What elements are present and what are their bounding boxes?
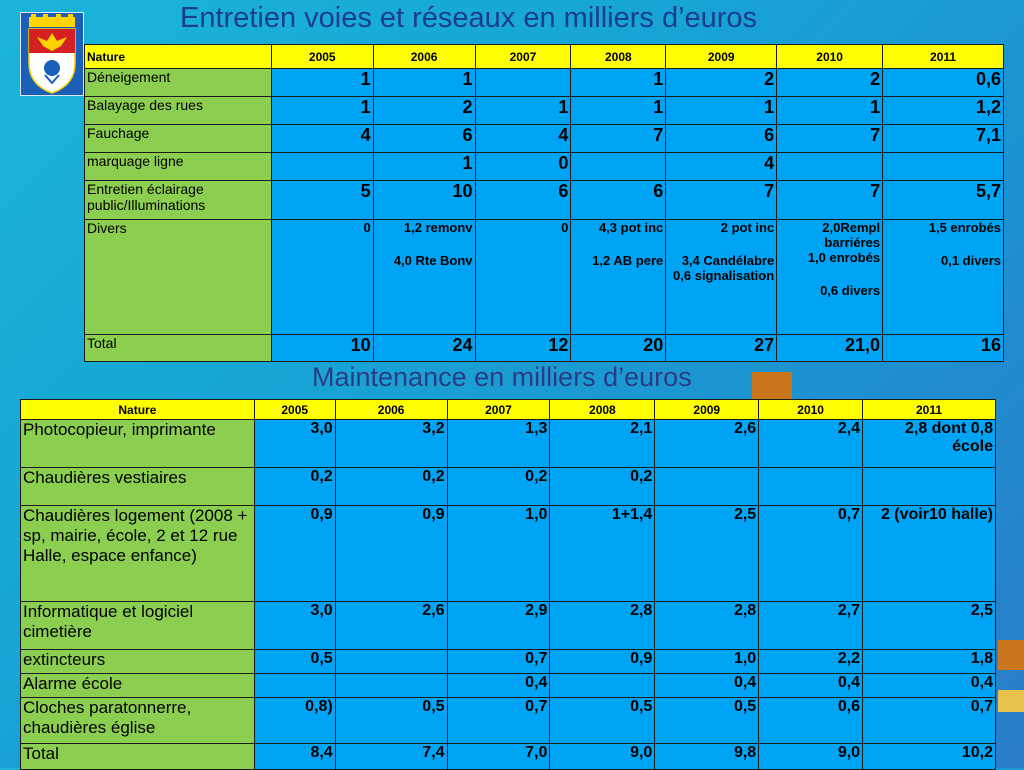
table-cell: 2,6 — [335, 602, 447, 650]
header-nature: Nature — [85, 45, 272, 69]
table-cell: 2,6 — [655, 420, 759, 468]
table-cell: 1 — [666, 97, 777, 125]
table-cell: 1 — [571, 97, 666, 125]
table-cell: 7 — [777, 181, 883, 220]
table-cell: 5 — [271, 181, 373, 220]
table-cell: 2,4 — [759, 420, 863, 468]
table-cell — [571, 220, 666, 335]
table-cell: 0,7 — [447, 698, 550, 744]
cell-line: 3,4 Candélabre — [681, 253, 775, 268]
table-cell: 0,6 — [759, 698, 863, 744]
table-row — [85, 181, 1004, 220]
cell-line: 4,0 Rte Bonv — [393, 253, 473, 268]
table-cell: 4 — [271, 125, 373, 153]
table-cell — [883, 220, 1004, 335]
table-cell: 0,9 — [550, 650, 655, 674]
table-cell — [883, 153, 1004, 181]
table-row — [85, 69, 1004, 97]
table-cell: 1 — [271, 97, 373, 125]
table-cell: 2,9 — [447, 602, 550, 650]
table-cell — [759, 468, 863, 506]
table-cell: 3,2 — [335, 420, 447, 468]
table-cell: 21,0 — [777, 335, 883, 362]
row-label: Chaudières vestiaires — [21, 468, 255, 506]
table-cell: 0,4 — [863, 674, 996, 698]
table-cell: 7 — [571, 125, 666, 153]
row-label: Entretien éclairage public/Illuminations — [85, 181, 272, 220]
header-2006: 2006 — [335, 400, 447, 420]
table-row-total — [21, 744, 996, 770]
table-cell: 6 — [571, 181, 666, 220]
header-2008: 2008 — [550, 400, 655, 420]
header-2010: 2010 — [777, 45, 883, 69]
table-cell: 0,4 — [655, 674, 759, 698]
table-cell: 0,2 — [447, 468, 550, 506]
table-cell — [254, 674, 335, 698]
table-cell: 2,5 — [655, 506, 759, 602]
table-cell — [335, 674, 447, 698]
table-cell — [777, 153, 883, 181]
table-cell: 9,0 — [550, 744, 655, 770]
table-cell: 6 — [475, 181, 571, 220]
table-row — [21, 468, 996, 506]
header-2011: 2011 — [863, 400, 996, 420]
table-cell: 6 — [373, 125, 475, 153]
table-cell — [863, 468, 996, 506]
table-cell — [271, 153, 373, 181]
table-cell: 2 — [777, 69, 883, 97]
table-cell: 2 — [373, 97, 475, 125]
row-label: Informatique et logiciel cimetière — [21, 602, 255, 650]
table-cell: 20 — [571, 335, 666, 362]
table-cell: 27 — [666, 335, 777, 362]
cell-line: 2 pot inc — [720, 220, 775, 235]
table-cell: 0,9 — [335, 506, 447, 602]
table-cell: 0 — [475, 153, 571, 181]
header-2008: 2008 — [571, 45, 666, 69]
row-label: Total — [21, 744, 255, 770]
coat-of-arms-icon — [20, 12, 84, 96]
table-cell: 1,8 — [863, 650, 996, 674]
table-cell: 10 — [271, 335, 373, 362]
table-row — [21, 674, 996, 698]
table-header-row — [21, 400, 996, 420]
header-2009: 2009 — [655, 400, 759, 420]
table-cell: 0,7 — [863, 698, 996, 744]
table-cell: 0,5 — [550, 698, 655, 744]
table-cell: 0,7 — [759, 506, 863, 602]
table-cell — [475, 220, 571, 335]
table-cell — [571, 153, 666, 181]
table-cell: 0,4 — [447, 674, 550, 698]
table-cell: 2,8 — [655, 602, 759, 650]
row-label: Alarme école — [21, 674, 255, 698]
cell-line: 1,5 enrobés — [928, 220, 1001, 235]
table-row-total — [85, 335, 1004, 362]
table-row — [21, 698, 996, 744]
table-cell — [335, 650, 447, 674]
table-cell: 0,9 — [254, 506, 335, 602]
table-cell — [655, 468, 759, 506]
table-cell: 0,7 — [447, 650, 550, 674]
table-cell: 7,4 — [335, 744, 447, 770]
table-cell: 4 — [475, 125, 571, 153]
table-cell — [777, 220, 883, 335]
table-header-row — [85, 45, 1004, 69]
table-cell: 10,2 — [863, 744, 996, 770]
table-cell: 3,0 — [254, 420, 335, 468]
row-label: Balayage des rues — [85, 97, 272, 125]
table-cell: 1,3 — [447, 420, 550, 468]
table-cell: 0,4 — [759, 674, 863, 698]
table-cell: 0,2 — [550, 468, 655, 506]
row-label: Divers — [85, 220, 272, 335]
row-label: Chaudières logement (2008 + sp, mairie, école, 2 et 12 rue Halle, espace enfance) — [21, 506, 255, 602]
header-2005: 2005 — [271, 45, 373, 69]
cell-line: 1,0 enrobés — [807, 250, 881, 265]
table-cell: 1 — [777, 97, 883, 125]
background-decoration — [752, 372, 792, 400]
table-cell: 7,0 — [447, 744, 550, 770]
header-nature: Nature — [21, 400, 255, 420]
table-cell: 7,1 — [883, 125, 1004, 153]
table-cell: 12 — [475, 335, 571, 362]
table-cell: 0,8) — [254, 698, 335, 744]
table-cell: 7 — [777, 125, 883, 153]
cell-line: 1,2 remonv — [403, 220, 473, 235]
cell-line: 0 — [363, 220, 371, 235]
background-decoration — [998, 690, 1024, 712]
table-cell: 1,2 — [883, 97, 1004, 125]
table-cell — [666, 220, 777, 335]
table-cell: 1 — [475, 97, 571, 125]
table-cell: 6 — [666, 125, 777, 153]
table-cell: 2,2 — [759, 650, 863, 674]
table-cell: 9,0 — [759, 744, 863, 770]
table-cell: 0,5 — [335, 698, 447, 744]
header-2007: 2007 — [447, 400, 550, 420]
header-2011: 2011 — [883, 45, 1004, 69]
background-decoration — [998, 640, 1024, 670]
table-cell: 24 — [373, 335, 475, 362]
table-row-divers — [85, 220, 1004, 335]
cell-line: 0 — [561, 220, 569, 235]
row-label: Déneigement — [85, 69, 272, 97]
header-2010: 2010 — [759, 400, 863, 420]
header-2006: 2006 — [373, 45, 475, 69]
table-row — [85, 153, 1004, 181]
table-cell: 4 — [666, 153, 777, 181]
table-row — [21, 650, 996, 674]
table-cell: 1,0 — [447, 506, 550, 602]
maintenance-table — [20, 399, 996, 770]
table-cell: 0,2 — [335, 468, 447, 506]
row-label: Cloches paratonnerre, chaudières église — [21, 698, 255, 744]
table-cell: 0,2 — [254, 468, 335, 506]
table-cell: 2,1 — [550, 420, 655, 468]
table-cell — [550, 674, 655, 698]
table-cell: 16 — [883, 335, 1004, 362]
table-row — [85, 125, 1004, 153]
cell-line: 4,3 pot inc — [598, 220, 664, 235]
table-cell: 0,5 — [655, 698, 759, 744]
table-cell: 3,0 — [254, 602, 335, 650]
row-label: marquage ligne — [85, 153, 272, 181]
table-cell: 2,7 — [759, 602, 863, 650]
table-cell: 1 — [571, 69, 666, 97]
row-label: Total — [85, 335, 272, 362]
entretien-table — [84, 44, 1004, 362]
row-label: Fauchage — [85, 125, 272, 153]
table-row — [85, 97, 1004, 125]
table-cell: 2 (voir10 halle) — [863, 506, 996, 602]
table-cell: 9,8 — [655, 744, 759, 770]
table-cell: 5,7 — [883, 181, 1004, 220]
table-cell: 2 — [666, 69, 777, 97]
section-title-maintenance: Maintenance en milliers d’euros — [312, 362, 692, 392]
table-cell: 1 — [373, 69, 475, 97]
table-cell: 1+1,4 — [550, 506, 655, 602]
table-cell: 10 — [373, 181, 475, 220]
header-2007: 2007 — [475, 45, 571, 69]
row-label: extincteurs — [21, 650, 255, 674]
row-label: Photocopieur, imprimante — [21, 420, 255, 468]
table-cell — [373, 220, 475, 335]
table-cell: 8,4 — [254, 744, 335, 770]
table-cell: 1 — [271, 69, 373, 97]
table-cell — [475, 69, 571, 97]
cell-line: 1,2 AB pere — [592, 253, 664, 268]
cell-line: 0,6 signalisation — [673, 268, 775, 283]
table-cell: 2,5 — [863, 602, 996, 650]
table-cell: 1,0 — [655, 650, 759, 674]
table-cell: 0,5 — [254, 650, 335, 674]
header-2005: 2005 — [254, 400, 335, 420]
table-cell: 7 — [666, 181, 777, 220]
table-row — [21, 602, 996, 650]
table-cell: 0,6 — [883, 69, 1004, 97]
table-row — [21, 420, 996, 468]
cell-line: 0,1 divers — [941, 253, 1001, 268]
table-row — [21, 506, 996, 602]
page-title-entretien: Entretien voies et réseaux en milliers d’euros — [180, 2, 758, 34]
table-cell: 1 — [373, 153, 475, 181]
header-2009: 2009 — [666, 45, 777, 69]
cell-line: 0,6 divers — [820, 283, 881, 298]
table-cell: 2,8 dont 0,8 école — [863, 420, 996, 468]
table-cell — [271, 220, 373, 335]
cell-line: 2,0Rempl barriéres — [822, 220, 881, 250]
table-cell: 2,8 — [550, 602, 655, 650]
